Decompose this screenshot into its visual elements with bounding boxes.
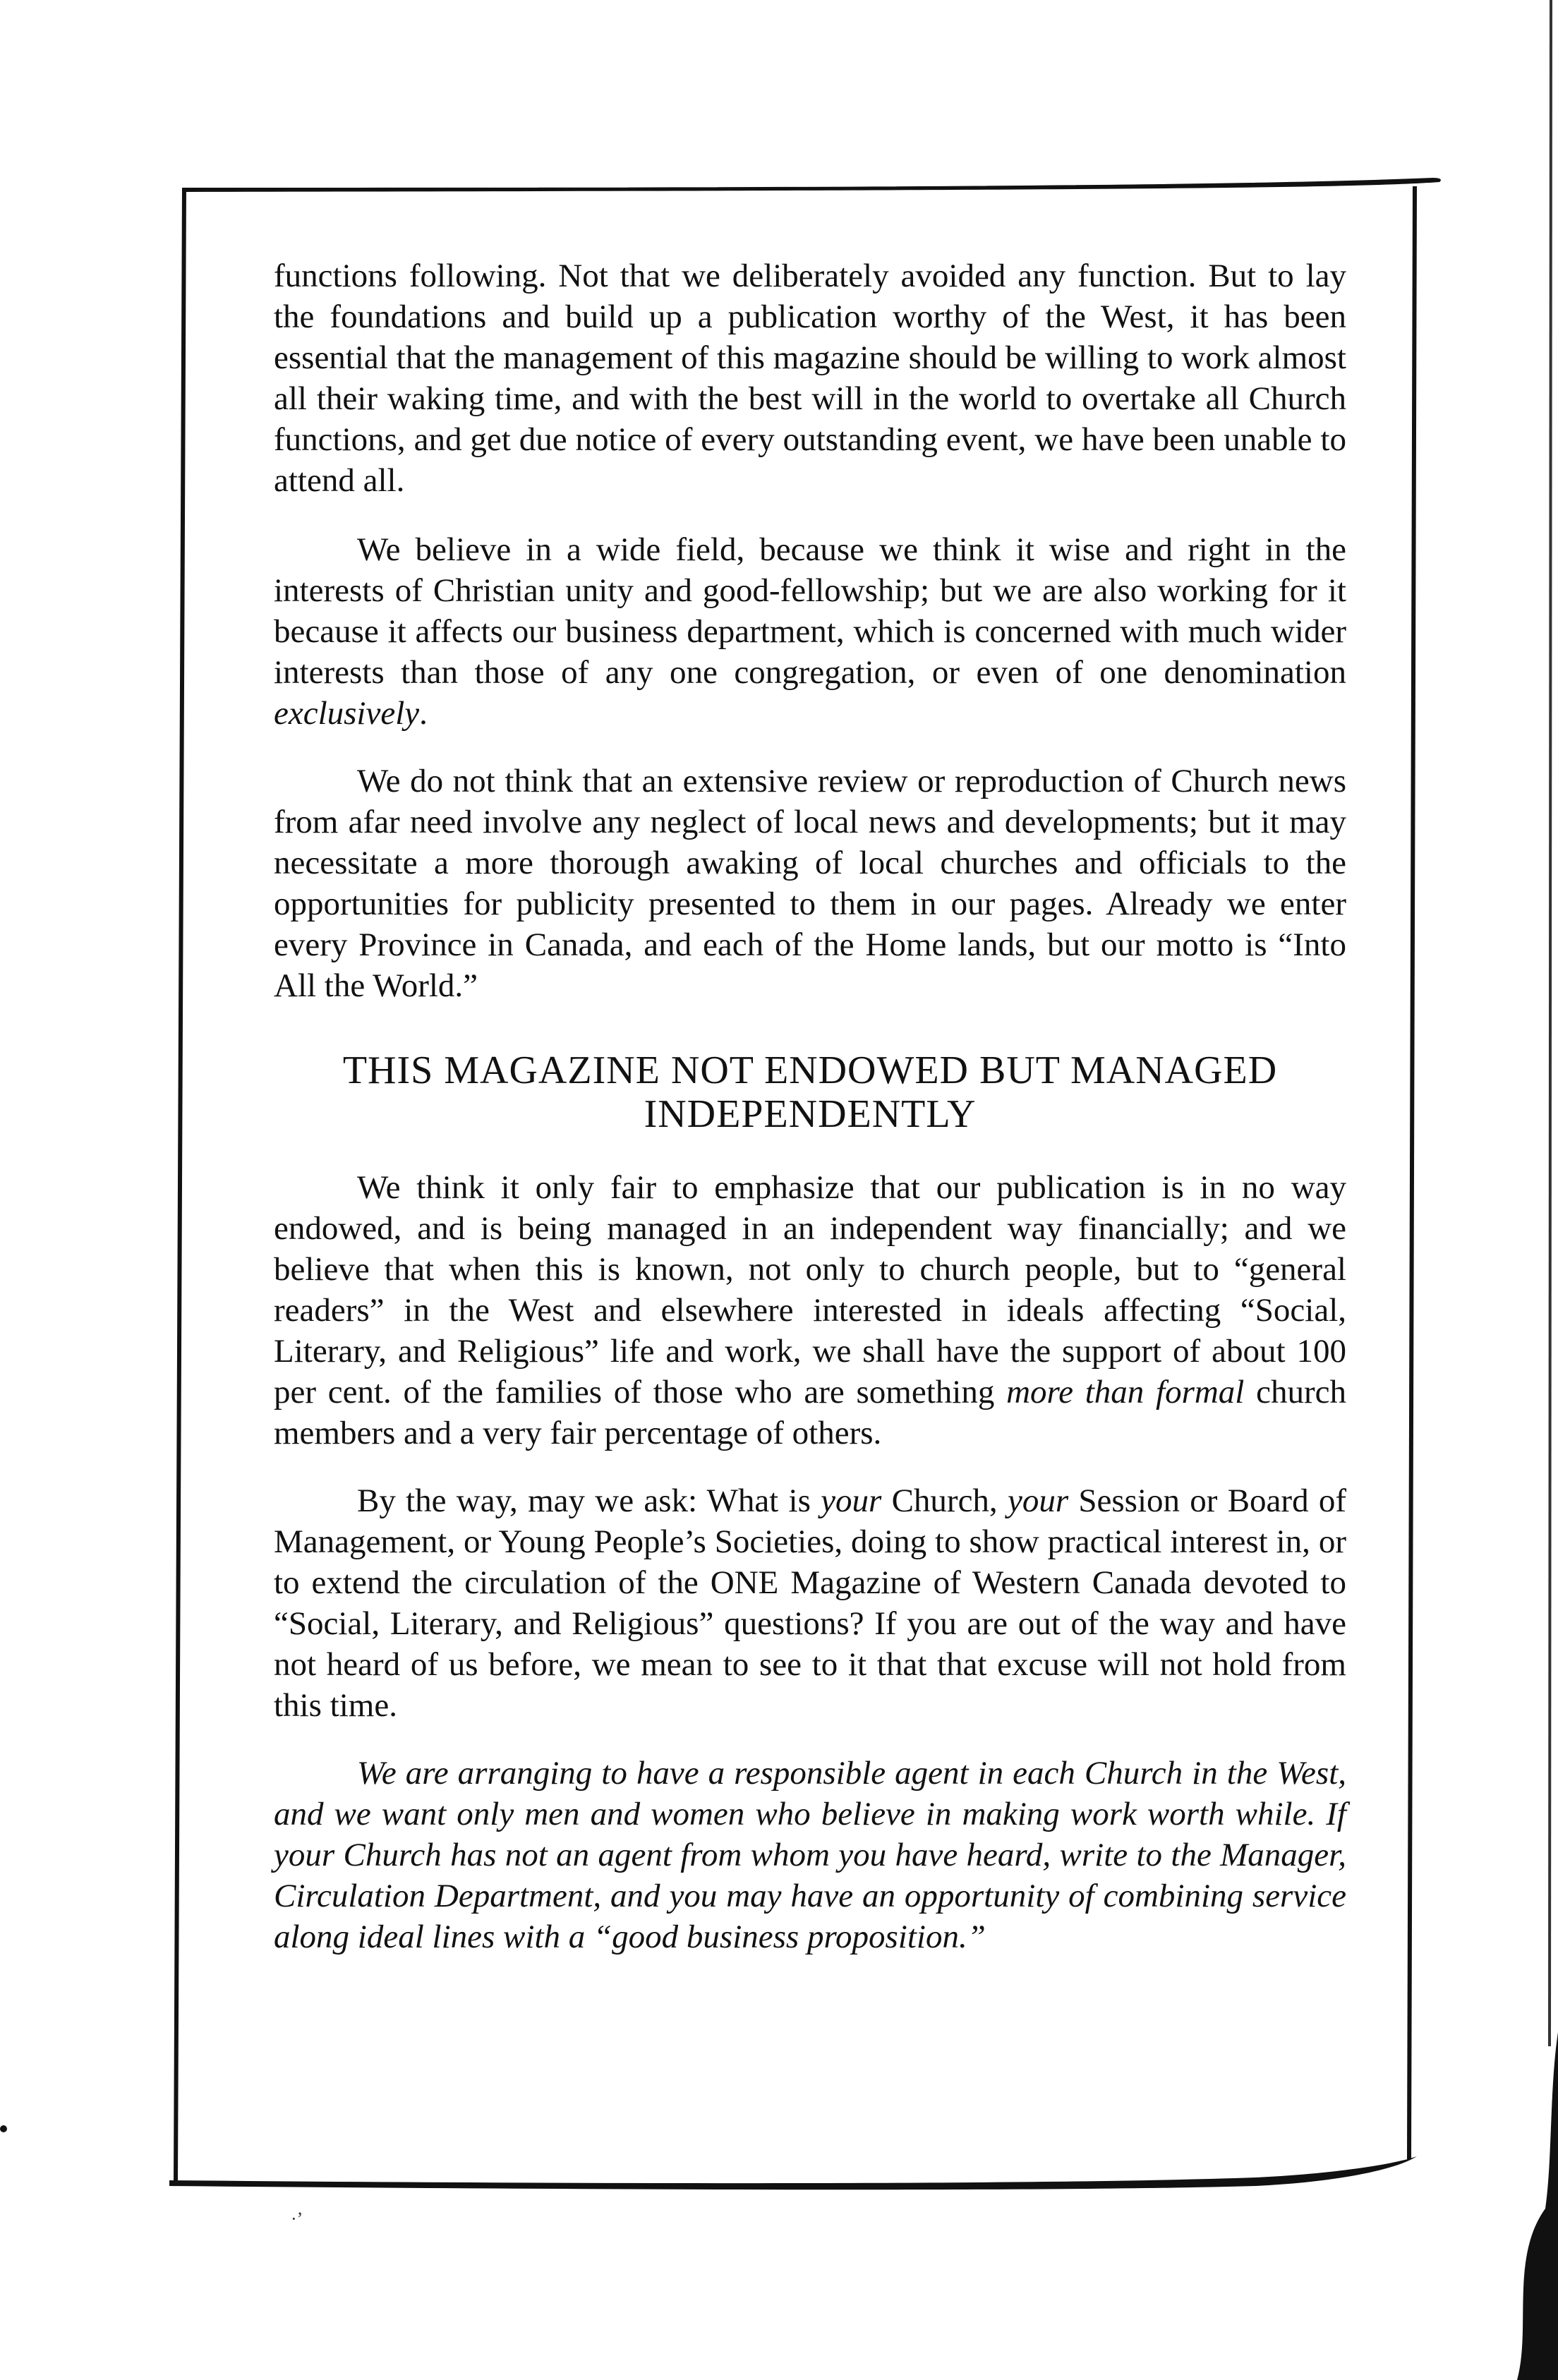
footer-mark: ·’ xyxy=(291,2209,303,2229)
frame-left-rule xyxy=(174,188,186,2182)
section-heading xyxy=(274,1049,1346,1136)
binding-thin-edge xyxy=(1548,0,1552,2046)
binding-edge xyxy=(1517,2032,1558,2380)
heading-line-1: THIS MAGAZINE NOT ENDOWED BUT MANAGED xyxy=(342,1049,1278,1092)
frame-right-rule xyxy=(1407,186,1417,2159)
paragraph-2 xyxy=(274,529,1346,734)
paragraph-5-part-1: By the way, may we ask: What is xyxy=(357,1482,821,1519)
paragraph-5-emphasis-1: your xyxy=(821,1482,882,1519)
paragraph-5 xyxy=(274,1480,1346,1726)
paragraph-5-part-3: Session or Board of Management, or Young People’s Societies, doing to show practical interest in, or to extend the circulation of the ONE Magazine of Western Canada devoted to “Social, Literary, and Religious” questions? If you are out of the way and have not heard of us before, we mean to see to it that that excuse will not hold from this time. xyxy=(274,1482,1346,1724)
frame-top-rule xyxy=(185,178,1441,192)
paragraph-4 xyxy=(274,1167,1346,1454)
paragraph-3: We do not think that an extensive review or reproduction of Church news from afar need involve any neglect of local news and developments; but it may necessitate a more thorough awaking of local churches and officials to the opportunities for publicity presented to them in our pages. Already we enter every Province in Canada, and each of the Home lands, but our motto is “Into All the World.” xyxy=(274,763,1346,1004)
paragraph-4-end: church members and a very fair percentage of others. xyxy=(274,1374,1347,1451)
paragraph-2-emphasis: exclusively xyxy=(274,695,420,732)
paragraph-2-end: . xyxy=(419,695,428,732)
paragraph-5-emphasis-2: your xyxy=(1007,1482,1069,1519)
paragraph-1: functions following. Not that we deliberately avoided any function. But to lay the foundations and build up a publication worthy of the West, it has been essential that the management of this magazine should be willing to work almost all their waking time, and with the best will in the world to overtake all Church functions, and get due notice of every outstanding event, we have been unable to attend all. xyxy=(274,258,1346,499)
article-body xyxy=(274,255,1346,1957)
paragraph-4-emphasis: more than formal xyxy=(1006,1374,1245,1411)
heading-line-2: INDEPENDENTLY xyxy=(644,1092,977,1136)
print-speck xyxy=(0,2125,7,2132)
paragraph-4-text: We think it only fair to emphasize that our publication is in no way endowed, and is being managed in an independent way financially; and we believe that when this is known, not only to church people, but to “general readers” in the West and elsewhere interested in ideals affecting “Social, Literary, and Religious” life and work, we shall have the support of about 100 per cent. of the families of those who are something xyxy=(274,1169,1346,1411)
paragraph-2-text: We believe in a wide field, because we think it wise and right in the interests of Christian unity and good-fellowship; but we are also working for it because it affects our business department, which is concerned with much wider interests than those of any one congregation, or even of one denomination xyxy=(274,531,1346,691)
frame-bottom-rule xyxy=(169,2156,1417,2189)
paragraph-5-part-2: Church, xyxy=(881,1482,1008,1519)
paragraph-6-agent-notice: We are arranging to have a responsible agent in each Church in the West, and we want only men and women who believe in making work worth while. If your Church has not an agent from whom you have heard, write to the Manager, Circulation Department, and you may have an opportunity of combining service along ideal lines with a “good business proposition.” xyxy=(274,1755,1346,1955)
